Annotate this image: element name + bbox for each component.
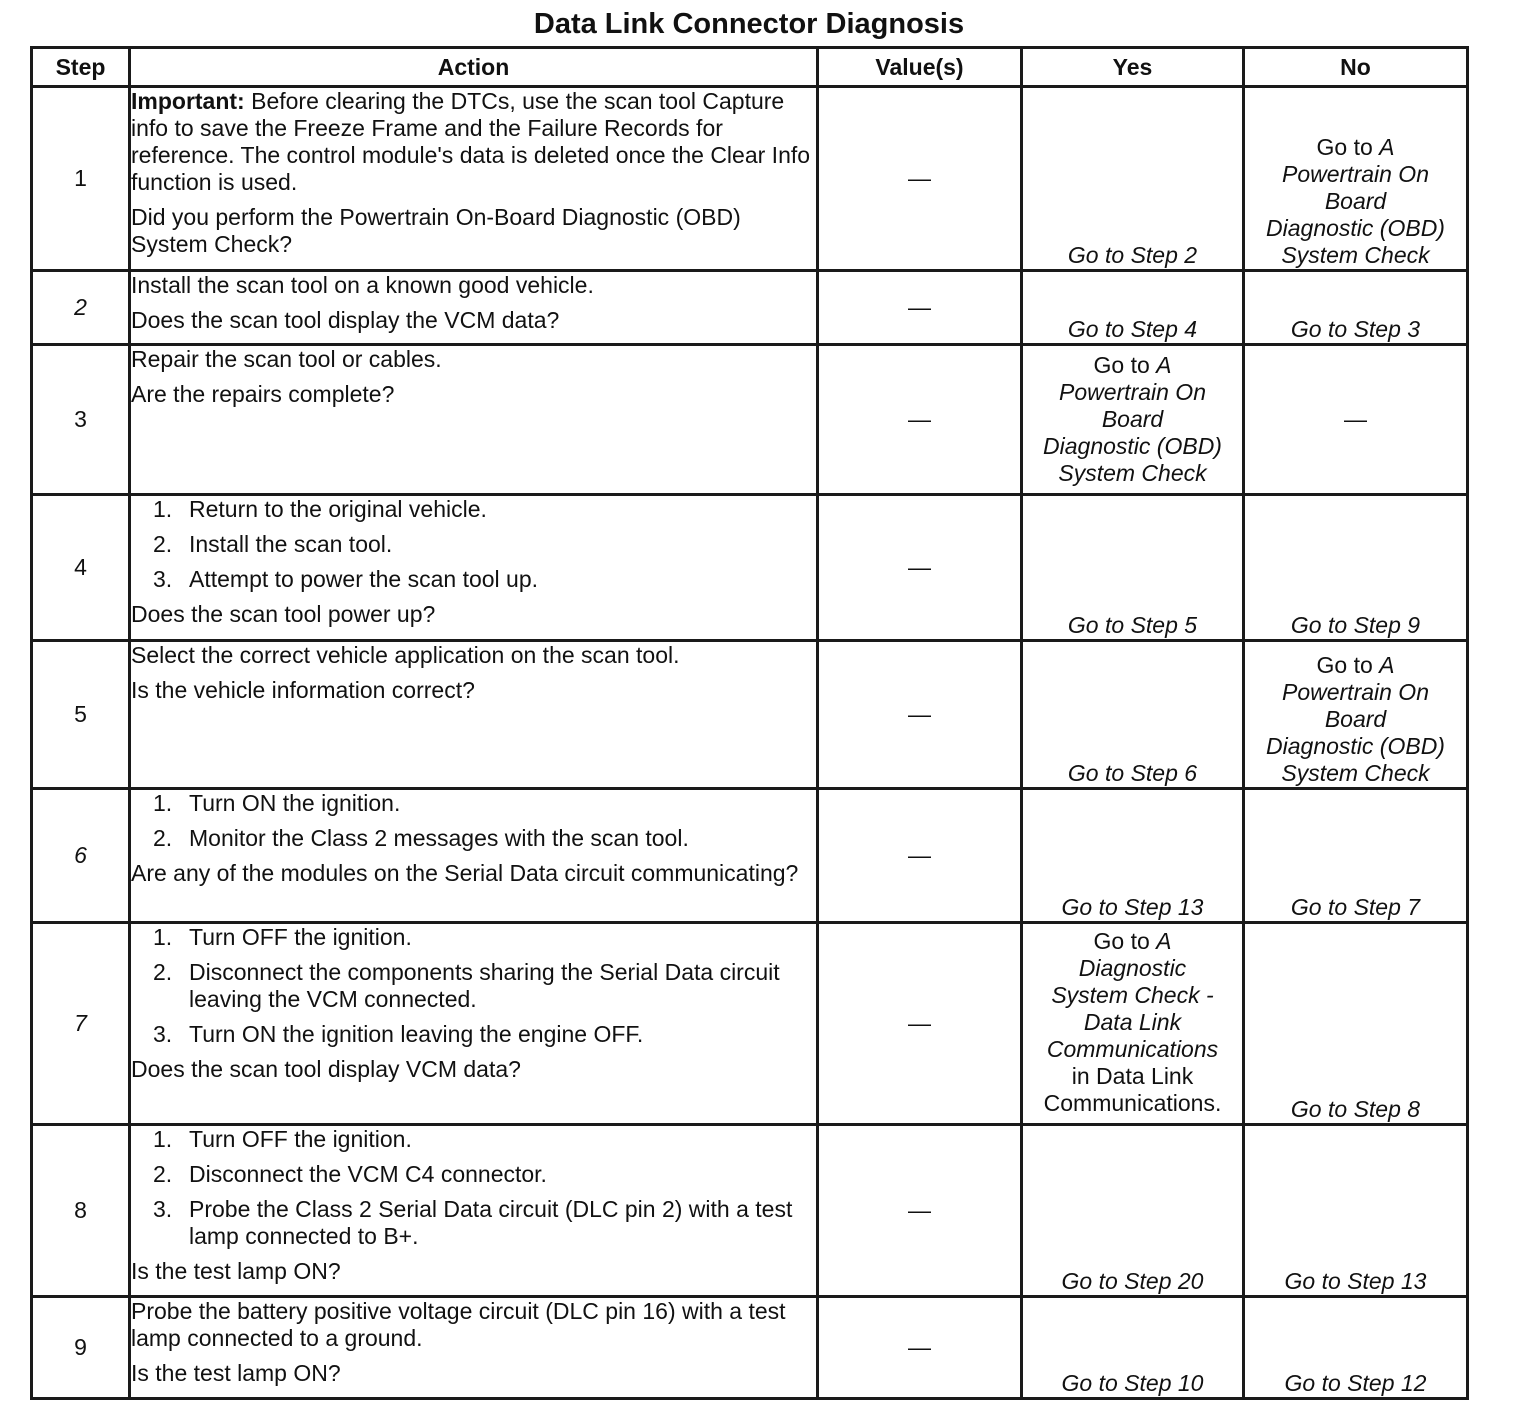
goto-ref-line: Data Link (1083, 1009, 1182, 1035)
step-number: 4 (32, 495, 130, 641)
important-note (131, 88, 816, 196)
important-label: Important: (131, 88, 245, 114)
table-row (32, 641, 1468, 789)
yes-cell: Go to Step 13 (1022, 789, 1244, 923)
action-question: Does the scan tool display VCM data? (131, 1056, 521, 1082)
action-cell (130, 1297, 818, 1399)
action-cell (130, 271, 818, 345)
action-question: Is the test lamp ON? (131, 1360, 341, 1386)
value-cell: — (818, 789, 1022, 923)
goto-ref: Go to A (1316, 134, 1395, 160)
action-cell (130, 495, 818, 641)
goto-ref-line: Communications (1046, 1036, 1219, 1062)
goto-ref-line: Diagnostic (OBD) (1043, 433, 1222, 459)
table-row (32, 923, 1468, 1125)
goto-ref-line: Communications. (1043, 1090, 1222, 1116)
action-text: Repair the scan tool or cables. (131, 346, 442, 372)
goto-ref: Go to A (1316, 652, 1395, 678)
value-cell: — (818, 345, 1022, 495)
step-number: 1 (32, 87, 130, 271)
yes-cell: Go to Step 20 (1022, 1125, 1244, 1297)
table-row (32, 271, 1468, 345)
list-item: 3. Turn ON the ignition leaving the engine OFF. (153, 1021, 644, 1047)
list-item: 1. Turn OFF the ignition. (153, 924, 412, 950)
no-cell: Go to Step 9 (1244, 495, 1468, 641)
action-question: Is the vehicle information correct? (131, 677, 475, 703)
no-cell: Go to Step 7 (1244, 789, 1468, 923)
action-question: Does the scan tool power up? (131, 601, 436, 627)
goto-ref-line: System Check (1281, 760, 1430, 786)
header-action: Action (130, 48, 818, 87)
goto-ref-line: System Check (1281, 242, 1430, 268)
no-cell (1244, 641, 1468, 789)
list-item: 2. Disconnect the components sharing the Serial Data circuit leaving the VCM connected. (153, 959, 780, 1012)
diagnosis-table (30, 46, 1469, 1400)
yes-cell (1022, 923, 1244, 1125)
yes-cell: Go to Step 6 (1022, 641, 1244, 789)
list-item: 1. Return to the original vehicle. (153, 496, 487, 522)
list-item: 1. Turn ON the ignition. (153, 790, 401, 816)
no-cell: Go to Step 3 (1244, 271, 1468, 345)
action-question: Are the repairs complete? (131, 381, 395, 407)
goto-ref-line: Powertrain On (1058, 379, 1206, 405)
action-cell (130, 1125, 818, 1297)
action-question: Did you perform the Powertrain On-Board Diagnostic (OBD) System Check? (131, 204, 741, 257)
action-question: Does the scan tool display the VCM data? (131, 307, 560, 333)
value-cell: — (818, 87, 1022, 271)
action-cell (130, 789, 818, 923)
goto-ref-line: Powertrain On (1281, 161, 1429, 187)
yes-cell: Go to Step 4 (1022, 271, 1244, 345)
goto-ref-line: in Data Link (1071, 1063, 1194, 1089)
table-row (32, 1297, 1468, 1399)
action-cell (130, 345, 818, 495)
step-number: 7 (32, 923, 130, 1125)
action-cell (130, 923, 818, 1125)
action-text: Select the correct vehicle application on the scan tool. (131, 642, 680, 668)
step-number: 8 (32, 1125, 130, 1297)
important-text: Before clearing the DTCs, use the scan tool Capture info to save the Freeze Frame and the Failure Records for reference. The control module's data is deleted once the Clear Info function is used. (131, 88, 811, 195)
yes-cell: Go to Step 5 (1022, 495, 1244, 641)
goto-ref-line: Diagnostic (OBD) (1266, 733, 1445, 759)
action-text: Probe the battery positive voltage circuit (DLC pin 16) with a test lamp connected to a ground. (131, 1298, 786, 1351)
goto-ref-line: Powertrain On (1281, 679, 1429, 705)
list-item: 1. Turn OFF the ignition. (153, 1126, 412, 1152)
action-cell (130, 641, 818, 789)
action-cell (130, 87, 818, 271)
yes-cell (1022, 345, 1244, 495)
header-no: No (1244, 48, 1468, 87)
step-number: 9 (32, 1297, 130, 1399)
goto-ref-line: Board (1324, 706, 1387, 732)
header-yes: Yes (1022, 48, 1244, 87)
no-cell: — (1244, 345, 1468, 495)
step-number: 3 (32, 345, 130, 495)
step-number: 5 (32, 641, 130, 789)
value-cell: — (818, 495, 1022, 641)
value-cell: — (818, 271, 1022, 345)
goto-ref-line: Diagnostic (OBD) (1266, 215, 1445, 241)
value-cell: — (818, 641, 1022, 789)
goto-ref-line: Board (1324, 188, 1387, 214)
no-cell (1244, 87, 1468, 271)
page-title: Data Link Connector Diagnosis (533, 8, 965, 40)
goto-ref: Go to A (1093, 928, 1172, 954)
goto-ref-line: System Check - (1051, 982, 1214, 1008)
list-item: 2. Install the scan tool. (153, 531, 393, 557)
list-item: 3. Attempt to power the scan tool up. (153, 566, 539, 592)
table-row (32, 789, 1468, 923)
goto-ref-line: Diagnostic (1078, 955, 1187, 981)
table-row (32, 495, 1468, 641)
table-row (32, 1125, 1468, 1297)
action-question: Is the test lamp ON? (131, 1258, 341, 1284)
no-cell: Go to Step 13 (1244, 1125, 1468, 1297)
action-text: Install the scan tool on a known good vehicle. (131, 272, 594, 298)
list-item: 2. Disconnect the VCM C4 connector. (153, 1161, 547, 1187)
value-cell: — (818, 923, 1022, 1125)
table-row (32, 345, 1468, 495)
yes-cell: Go to Step 10 (1022, 1297, 1244, 1399)
goto-ref-line: System Check (1058, 460, 1207, 486)
no-cell: Go to Step 8 (1244, 923, 1468, 1125)
yes-cell: Go to Step 2 (1022, 87, 1244, 271)
action-question: Are any of the modules on the Serial Data circuit communicating? (131, 860, 799, 886)
step-number: 2 (32, 271, 130, 345)
goto-ref-line: Board (1101, 406, 1164, 432)
header-row (32, 48, 1468, 87)
list-item: 2. Monitor the Class 2 messages with the scan tool. (153, 825, 689, 851)
header-step: Step (32, 48, 130, 87)
goto-ref: Go to A (1093, 352, 1172, 378)
value-cell: — (818, 1125, 1022, 1297)
no-cell: Go to Step 12 (1244, 1297, 1468, 1399)
value-cell: — (818, 1297, 1022, 1399)
list-item: 3. Probe the Class 2 Serial Data circuit (DLC pin 2) with a test lamp connected to B+. (153, 1196, 793, 1249)
step-number: 6 (32, 789, 130, 923)
table-row (32, 87, 1468, 271)
header-values: Value(s) (818, 48, 1022, 87)
